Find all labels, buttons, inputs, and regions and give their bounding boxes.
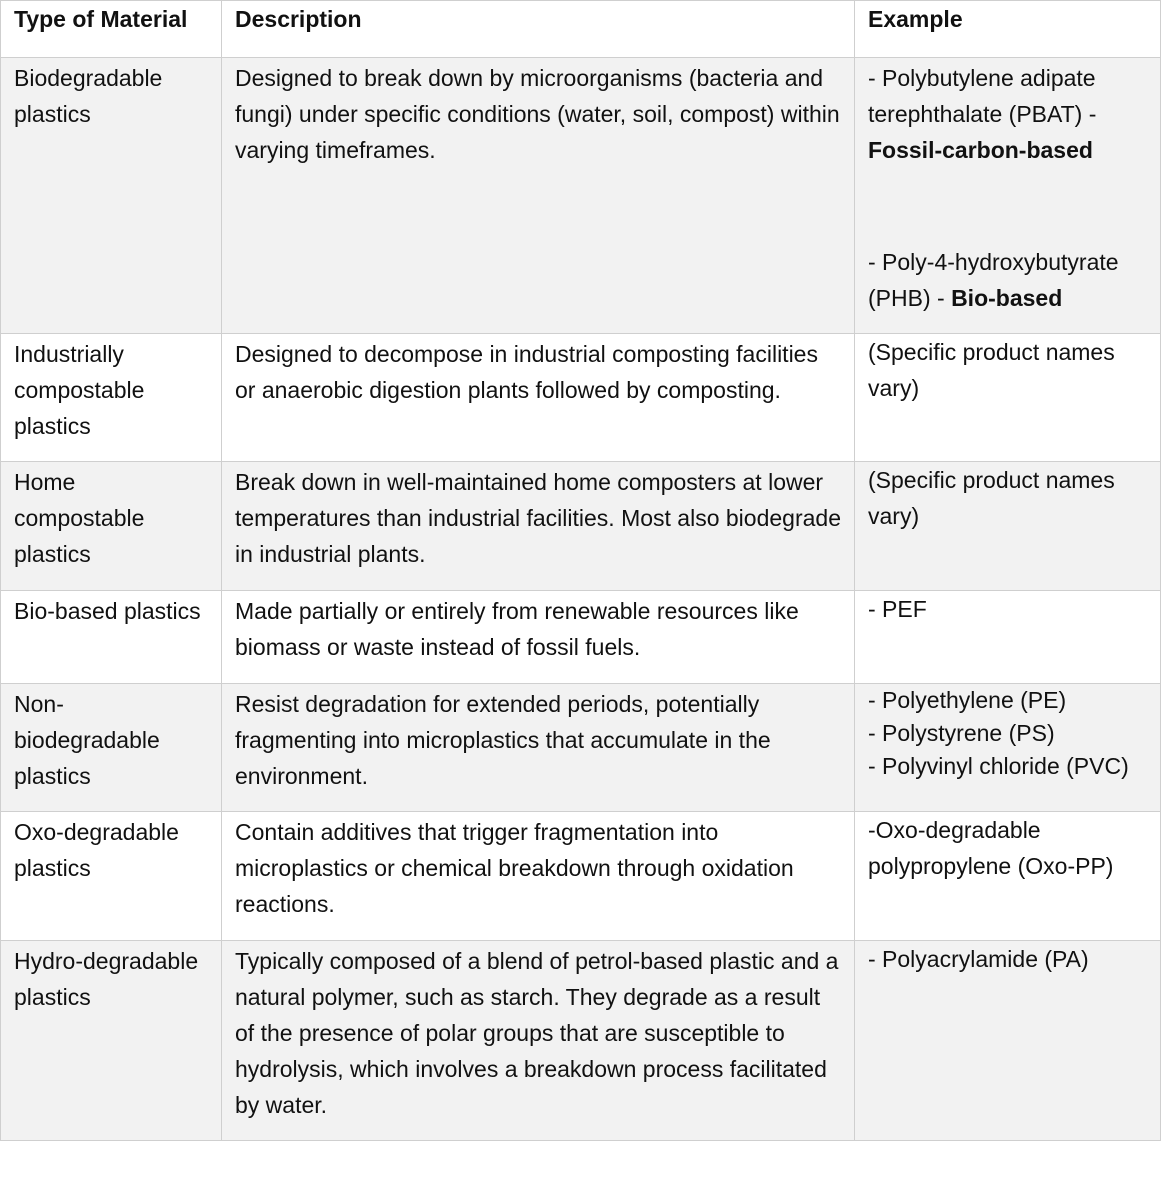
table-row bbox=[1, 941, 1161, 1141]
cell-type: Non-biodegradable plastics bbox=[1, 684, 222, 812]
example-item bbox=[868, 60, 1148, 168]
table-row bbox=[1, 591, 1161, 684]
cell-type: Industrially compostable plastics bbox=[1, 334, 222, 462]
table-row bbox=[1, 462, 1161, 591]
cell-description: Break down in well-maintained home composters at lower temperatures than industrial facilities. Most also biodegrade in industrial plants. bbox=[222, 462, 855, 591]
cell-description: Designed to break down by microorganisms (bacteria and fungi) under specific conditions (water, soil, compost) within varying timeframes. bbox=[222, 58, 855, 334]
header-description: Description bbox=[222, 1, 855, 58]
cell-example bbox=[855, 58, 1161, 334]
table-row bbox=[1, 684, 1161, 812]
cell-type: Biodegradable plastics bbox=[1, 58, 222, 334]
example-text: - Poly-4-hydroxybutyrate (PHB) - bbox=[868, 249, 1119, 311]
example-bold: Bio-based bbox=[951, 285, 1063, 311]
table-row bbox=[1, 334, 1161, 462]
example-item bbox=[868, 244, 1148, 316]
spacer bbox=[868, 168, 1148, 244]
cell-example bbox=[855, 684, 1161, 812]
cell-example: (Specific product names vary) bbox=[855, 462, 1161, 591]
cell-type: Home compostable plastics bbox=[1, 462, 222, 591]
example-item: - Polyvinyl chloride (PVC) bbox=[868, 753, 1129, 779]
example-item: - Polystyrene (PS) bbox=[868, 720, 1055, 746]
cell-example: - Polyacrylamide (PA) bbox=[855, 941, 1161, 1141]
header-row bbox=[1, 1, 1161, 58]
cell-example: -Oxo-degradable polypropylene (Oxo-PP) bbox=[855, 812, 1161, 941]
cell-description: Made partially or entirely from renewable resources like biomass or waste instead of fossil fuels. bbox=[222, 591, 855, 684]
example-text: - Polybutylene adipate terephthalate (PBAT) - bbox=[868, 65, 1097, 127]
cell-example: (Specific product names vary) bbox=[855, 334, 1161, 462]
cell-description: Contain additives that trigger fragmentation into microplastics or chemical breakdown through oxidation reactions. bbox=[222, 812, 855, 941]
cell-description: Designed to decompose in industrial composting facilities or anaerobic digestion plants followed by composting. bbox=[222, 334, 855, 462]
table-row bbox=[1, 812, 1161, 941]
example-item: - Polyethylene (PE) bbox=[868, 687, 1067, 713]
header-type: Type of Material bbox=[1, 1, 222, 58]
example-bold: Fossil-carbon-based bbox=[868, 137, 1093, 163]
cell-type: Oxo-degradable plastics bbox=[1, 812, 222, 941]
cell-type: Hydro-degradable plastics bbox=[1, 941, 222, 1141]
cell-type: Bio-based plastics bbox=[1, 591, 222, 684]
table-row bbox=[1, 58, 1161, 334]
cell-description: Resist degradation for extended periods, potentially fragmenting into microplastics that accumulate in the environment. bbox=[222, 684, 855, 812]
cell-example: - PEF bbox=[855, 591, 1161, 684]
cell-description: Typically composed of a blend of petrol-based plastic and a natural polymer, such as starch. They degrade as a result of the presence of polar groups that are susceptible to hydrolysis, which involves a breakdown process facilitated by water. bbox=[222, 941, 855, 1141]
header-example: Example bbox=[855, 1, 1161, 58]
